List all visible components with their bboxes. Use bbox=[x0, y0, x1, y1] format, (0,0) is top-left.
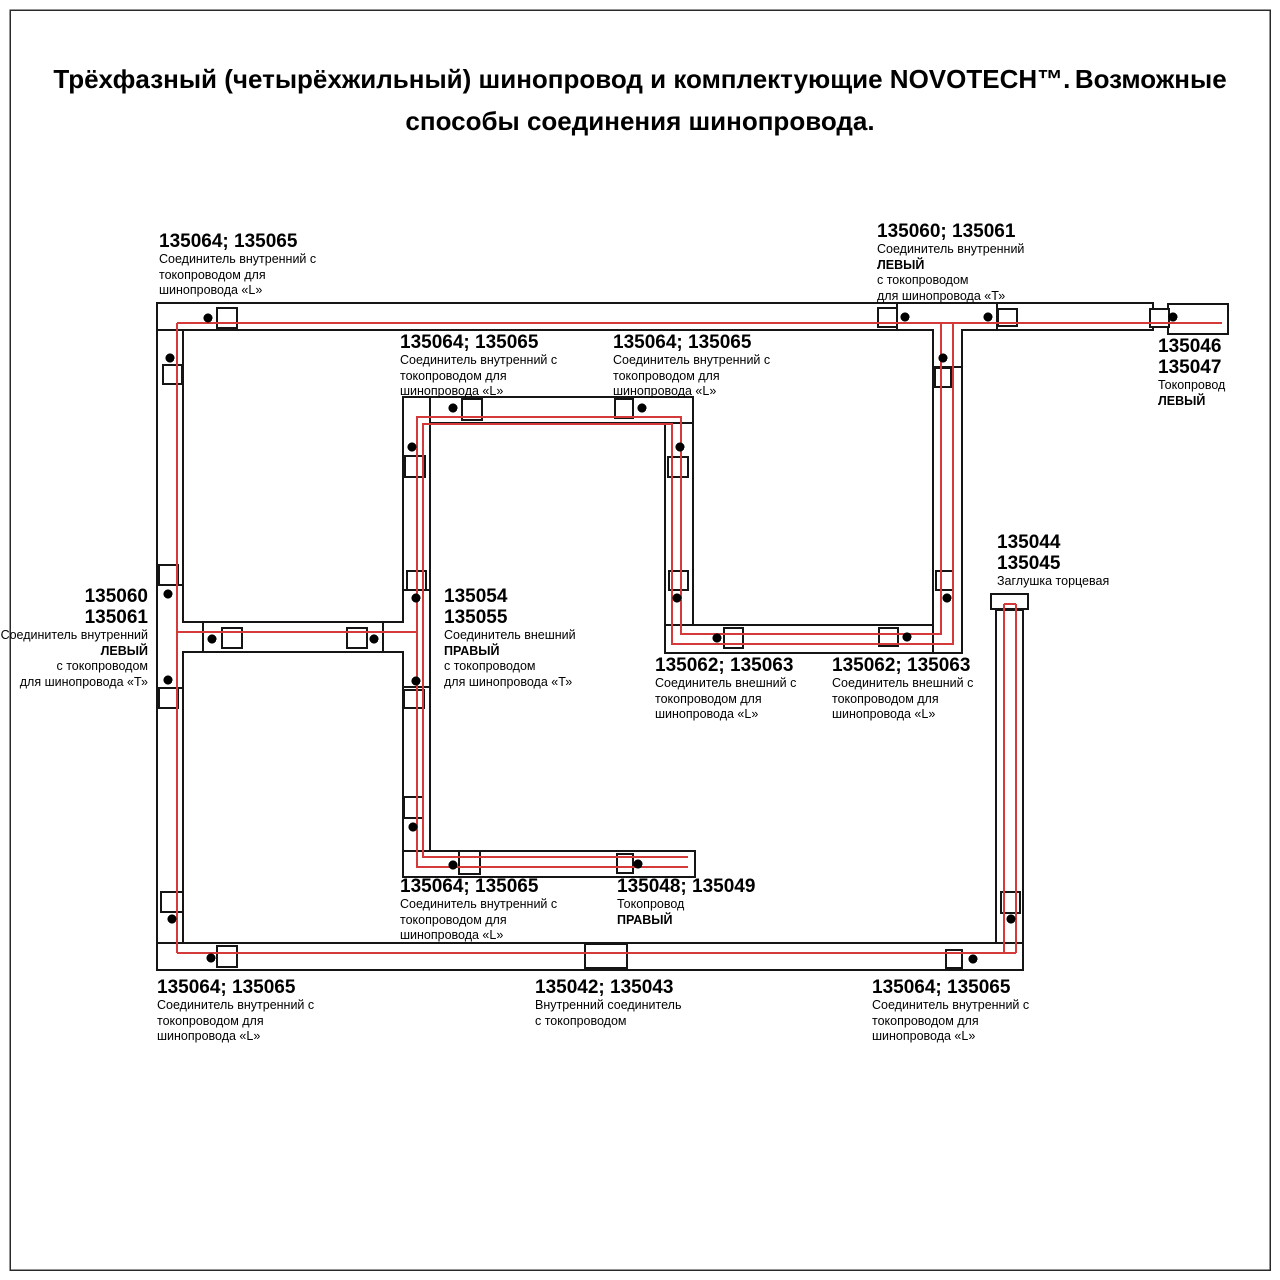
junction-dot bbox=[449, 861, 458, 870]
label-desc-line: шинопровода «L» bbox=[157, 1029, 261, 1043]
label-desc-line: Соединитель внутренний bbox=[0, 628, 148, 642]
junction-dot bbox=[634, 860, 643, 869]
part-number: 135042; 135043 bbox=[535, 977, 674, 998]
junction-dot bbox=[409, 823, 418, 832]
junction-dot bbox=[1007, 915, 1016, 924]
t-connector-left bbox=[157, 585, 203, 688]
junction-dot bbox=[412, 677, 421, 686]
connector-box bbox=[217, 308, 237, 328]
track-innerrect-bottom-horizontal bbox=[665, 625, 962, 653]
label-desc-line: токопроводом для bbox=[872, 1013, 979, 1028]
label-bottom-center bbox=[535, 977, 681, 1029]
junction-dot bbox=[903, 633, 912, 642]
label-desc-line: с токопроводом bbox=[535, 1013, 627, 1028]
label-desc-line: токопроводом для bbox=[613, 368, 720, 383]
page-title bbox=[0, 58, 1280, 142]
label-desc-line: шинопровода «L» bbox=[613, 384, 717, 398]
part-number: 135045 bbox=[997, 553, 1061, 574]
junction-dot bbox=[449, 404, 458, 413]
label-desc-line: для шинопровода «Т» bbox=[877, 288, 1006, 303]
part-number: 135064; 135065 bbox=[872, 977, 1011, 998]
label-desc-line: шинопровода «L» bbox=[400, 928, 504, 942]
junction-dot bbox=[168, 915, 177, 924]
label-feed-right bbox=[617, 876, 755, 928]
label-desc-line: Соединитель внешний с bbox=[655, 676, 797, 690]
connector-box bbox=[404, 690, 424, 708]
label-desc-line: шинопровода «L» bbox=[159, 283, 263, 297]
part-number: 135064; 135065 bbox=[400, 876, 539, 897]
junction-dot bbox=[1169, 313, 1178, 322]
title-line-2: Возможные способы соединения шинопровода. bbox=[405, 64, 1227, 136]
junction-dot bbox=[208, 635, 217, 644]
connector-box bbox=[615, 399, 633, 418]
junction-dot bbox=[408, 443, 417, 452]
part-number: 135060; 135061 bbox=[877, 221, 1016, 242]
part-number: 135055 bbox=[444, 607, 508, 628]
label-top-right bbox=[877, 221, 1024, 304]
label-outer-corner-2 bbox=[832, 655, 973, 723]
label-bottom-left bbox=[157, 977, 314, 1045]
label-desc-line: шинопровода «L» bbox=[400, 384, 504, 398]
label-left-t bbox=[1, 586, 148, 690]
label-desc-line: ПРАВЫЙ bbox=[617, 912, 673, 927]
label-desc-line: Соединитель внутренний bbox=[877, 242, 1025, 256]
track-segments bbox=[157, 303, 1228, 970]
junction-dot bbox=[370, 635, 379, 644]
junction-dot bbox=[939, 354, 948, 363]
label-desc-line: токопроводом для bbox=[655, 691, 762, 706]
connector-box bbox=[217, 946, 237, 967]
track-innerrect-left-vertical bbox=[665, 397, 693, 653]
label-desc-line: Соединитель внутренний с bbox=[159, 252, 317, 266]
label-center-t bbox=[444, 586, 576, 690]
junction-dot bbox=[713, 634, 722, 643]
track-feed-right-horizontal bbox=[403, 851, 695, 877]
label-desc-line: шинопровода «L» bbox=[655, 707, 759, 721]
connector-box bbox=[159, 565, 178, 585]
label-desc-line: Соединитель внутренний с bbox=[613, 353, 771, 367]
connector-box-straight bbox=[585, 944, 627, 968]
part-number: 135044 bbox=[997, 532, 1061, 553]
junction-dot bbox=[638, 404, 647, 413]
label-desc-line: ЛЕВЫЙ bbox=[1158, 393, 1206, 408]
label-desc-line: Соединитель внутренний с bbox=[400, 353, 558, 367]
label-outer-corner-1 bbox=[655, 655, 796, 723]
part-number: 135062; 135063 bbox=[832, 655, 971, 676]
junction-dot bbox=[166, 354, 175, 363]
junction-dot bbox=[673, 594, 682, 603]
connector-box bbox=[404, 797, 423, 818]
track-innerrect-right-vertical bbox=[933, 367, 962, 653]
label-desc-line: токопроводом для bbox=[400, 912, 507, 927]
label-desc-line: Соединитель внутренний с bbox=[157, 998, 315, 1012]
label-desc-line: ЛЕВЫЙ bbox=[877, 257, 925, 272]
part-number: 135046 bbox=[1158, 336, 1222, 357]
label-desc-line: Токопровод bbox=[1158, 378, 1226, 392]
junction-dot bbox=[984, 313, 993, 322]
label-mid-connector-2 bbox=[613, 332, 770, 400]
part-number: 135048; 135049 bbox=[617, 876, 756, 897]
junction-dot bbox=[901, 313, 910, 322]
part-number: 135064; 135065 bbox=[157, 977, 296, 998]
label-desc-line: токопроводом для bbox=[832, 691, 939, 706]
part-number: 135047 bbox=[1158, 357, 1222, 378]
connector-box bbox=[878, 308, 897, 327]
label-desc-line: шинопровода «L» bbox=[872, 1029, 976, 1043]
track-inner-top-horizontal bbox=[403, 397, 693, 423]
connector-box bbox=[159, 688, 178, 708]
label-mid-connector-1 bbox=[400, 332, 557, 400]
part-number: 135061 bbox=[84, 607, 148, 628]
junction-dot bbox=[412, 594, 421, 603]
end-cap bbox=[991, 594, 1028, 609]
label-bottom-inner-connector bbox=[400, 876, 557, 944]
label-desc-line: Соединитель внутренний с bbox=[400, 897, 558, 911]
label-desc-line: Внутренний соединитель bbox=[535, 998, 682, 1012]
label-desc-line: ПРАВЫЙ bbox=[444, 643, 500, 658]
label-top-left bbox=[159, 231, 316, 299]
connector-box bbox=[161, 892, 183, 912]
junction-dot bbox=[164, 590, 173, 599]
junction-dot bbox=[204, 314, 213, 323]
label-desc-line: для шинопровода «Т» bbox=[444, 674, 573, 689]
label-desc-line: Соединитель внешний с bbox=[832, 676, 974, 690]
part-number: 135060 bbox=[84, 586, 148, 607]
label-desc-line: ЛЕВЫЙ bbox=[100, 643, 148, 658]
junction-dot bbox=[943, 594, 952, 603]
label-desc-line: Соединитель внутренний с bbox=[872, 998, 1030, 1012]
part-number: 135064; 135065 bbox=[613, 332, 752, 353]
label-desc-line: для шинопровода «Т» bbox=[19, 674, 148, 689]
label-end-cap bbox=[997, 532, 1109, 590]
label-desc-line: токопроводом для bbox=[159, 267, 266, 282]
label-desc-line: токопроводом для bbox=[400, 368, 507, 383]
label-desc-line: с токопроводом bbox=[56, 659, 148, 673]
connector-box bbox=[459, 851, 480, 874]
junction-dot bbox=[969, 955, 978, 964]
part-number: 135064; 135065 bbox=[400, 332, 539, 353]
label-desc-line: Заглушка торцевая bbox=[997, 574, 1110, 588]
label-bottom-right bbox=[872, 977, 1029, 1045]
part-number: 135062; 135063 bbox=[655, 655, 794, 676]
connector-box bbox=[935, 368, 951, 387]
junction-dot bbox=[676, 443, 685, 452]
connector-box bbox=[936, 571, 953, 590]
label-desc-line: Соединитель внешний bbox=[444, 628, 576, 642]
part-number: 135064; 135065 bbox=[159, 231, 298, 252]
label-feed-left-end bbox=[1158, 336, 1225, 409]
label-desc-line: Токопровод bbox=[617, 897, 685, 911]
label-desc-line: шинопровода «L» bbox=[832, 707, 936, 721]
label-desc-line: с токопроводом bbox=[444, 659, 536, 673]
part-number: 135054 bbox=[444, 586, 508, 607]
connector-box bbox=[1150, 309, 1169, 327]
label-desc-line: токопроводом для bbox=[157, 1013, 264, 1028]
junction-dot bbox=[207, 954, 216, 963]
connector-box bbox=[163, 365, 182, 384]
label-desc-line: с токопроводом bbox=[877, 273, 969, 287]
title-line-1: Трёхфазный (четырёхжильный) шинопровод и комплектующие NOVOTECH™. bbox=[53, 64, 1071, 94]
junction-dot bbox=[164, 676, 173, 685]
